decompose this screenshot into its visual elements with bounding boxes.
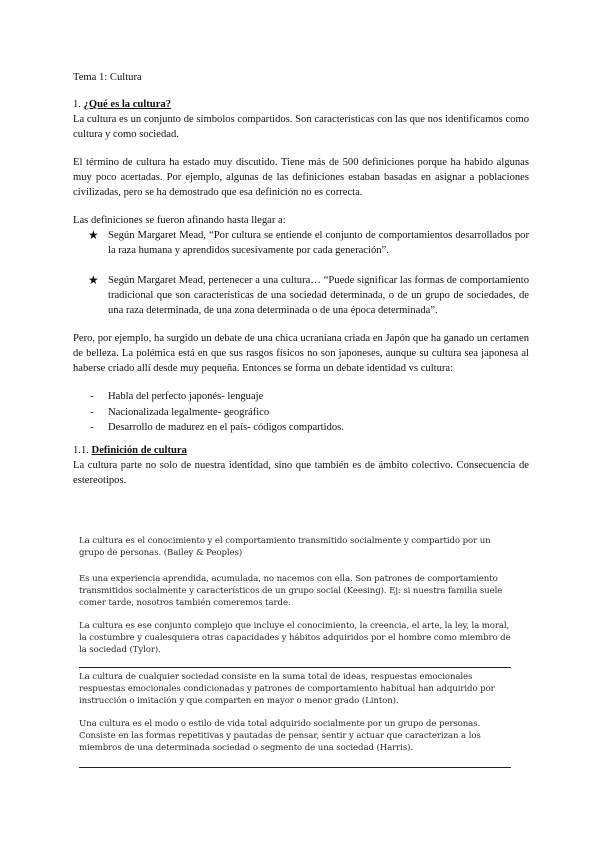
quote-divider-bottom <box>79 767 511 768</box>
section-1-paragraph-1: La cultura es un conjunto de símbolos compartidos. Son características con las que nos identificamos como cultura y como sociedad. <box>73 114 529 140</box>
quote-keesing: Es una experiencia aprendida, acumulada, no nacemos con ella. Son patrones de comportamiento transmitidos socialmente y característicos de un grupo social (Keesing). Ej: si nuestra familia suele comer tarde, nosotros también comeremos tarde. <box>79 574 503 608</box>
star-bullet-icon: ★ <box>88 228 99 242</box>
section-1-1-heading <box>73 444 529 458</box>
quote-linton: La cultura de cualquier sociedad consiste en la suma total de ideas, respuestas emocionales respuestas emocionales condicionadas y patrones de comportamiento habitual han adquirido por instrucción o imitación y que comparten en mayor o menor grado (Linton). <box>79 672 495 706</box>
section-1-number: 1. <box>73 99 84 110</box>
star-bullet-icon: ★ <box>88 273 99 287</box>
document-page <box>73 70 529 488</box>
section-1-heading <box>73 98 529 112</box>
section-1-1-paragraph-1: La cultura parte no solo de nuestra identidad, sino que también es de ámbito colectivo. Consecuencia de estereotipos. <box>73 459 529 486</box>
section-1-paragraph-4: Pero, por ejemplo, ha surgido un debate de una chica ucraniana criada en Japón que ha ganado un certamen de belleza. La polémica está en que sus rasgos físicos no son japoneses, aunque su cultura sea japonesa al haberse criado allí desde muy pequeña. Entonces se forma un debate identidad vs cultura: <box>73 333 529 374</box>
section-1-1-number: 1.1. <box>73 444 92 456</box>
document-title: Tema 1: Cultura <box>73 72 142 83</box>
definition-list <box>73 228 529 318</box>
dash-bullet-icon: - <box>90 422 94 433</box>
section-1-paragraph-2: El término de cultura ha estado muy discutido. Tiene más de 500 definiciones porque ha habido algunas muy poco acertadas. Por ejemplo, algunas de las definiciones estaban basadas en asignar a poblaciones civilizadas, pero se ha demostrado que esa definición no es correcta. <box>73 157 529 198</box>
quote-bailey-peoples: La cultura es el conocimiento y el comportamiento transmitido socialmente y compartido por un grupo de personas. (Bailey & Peoples) <box>79 536 491 558</box>
identity-item: - Desarrollo de madurez en el país- códigos compartidos. <box>73 420 529 436</box>
dash-bullet-icon: - <box>90 391 94 402</box>
definition-item: ★ Según Margaret Mead, “Por cultura se entiende el conjunto de comportamientos desarrollados por la raza humana y aprendidos sucesivamente por cada generación”. <box>88 228 529 256</box>
dash-bullet-icon: - <box>90 406 94 418</box>
section-1-title: ¿Qué es la cultura? <box>83 99 171 110</box>
quote-tylor: La cultura es ese conjunto complejo que incluye el conocimiento, la creencia, el arte, la ley, la moral, la costumbre y cualesquiera otras capacidades y hábitos adquiridos por el hombre como miembro de la sociedad (Tylor). <box>79 621 511 655</box>
definition-item: ★ Según Margaret Mead, pertenecer a una cultura… “Puede significar las formas de comportamiento tradicional que son características de una sociedad determinada, o de un grupo de sociedades, de una raza determinada, de una zona determinada o de una época determinada”. <box>88 273 529 316</box>
identity-list <box>73 389 529 436</box>
identity-item: - Habla del perfecto japonés- lenguaje <box>73 389 529 405</box>
section-1-paragraph-3: Las definiciones se fueron afinando hasta llegar a: <box>73 215 286 226</box>
section-1-1-title: Definición de cultura <box>91 444 187 456</box>
quote-harris: Una cultura es el modo o estilo de vida total adquirido socialmente por un grupo de personas. Consiste en las formas repetitivas y pautadas de pensar, sentir y actuar que caracterizan a los miembros de una determinada sociedad o segmento de una sociedad (Harris). <box>79 719 481 753</box>
identity-item: - Nacionalizada legalmente- geográfico <box>73 405 529 421</box>
quote-divider-top <box>79 667 511 668</box>
